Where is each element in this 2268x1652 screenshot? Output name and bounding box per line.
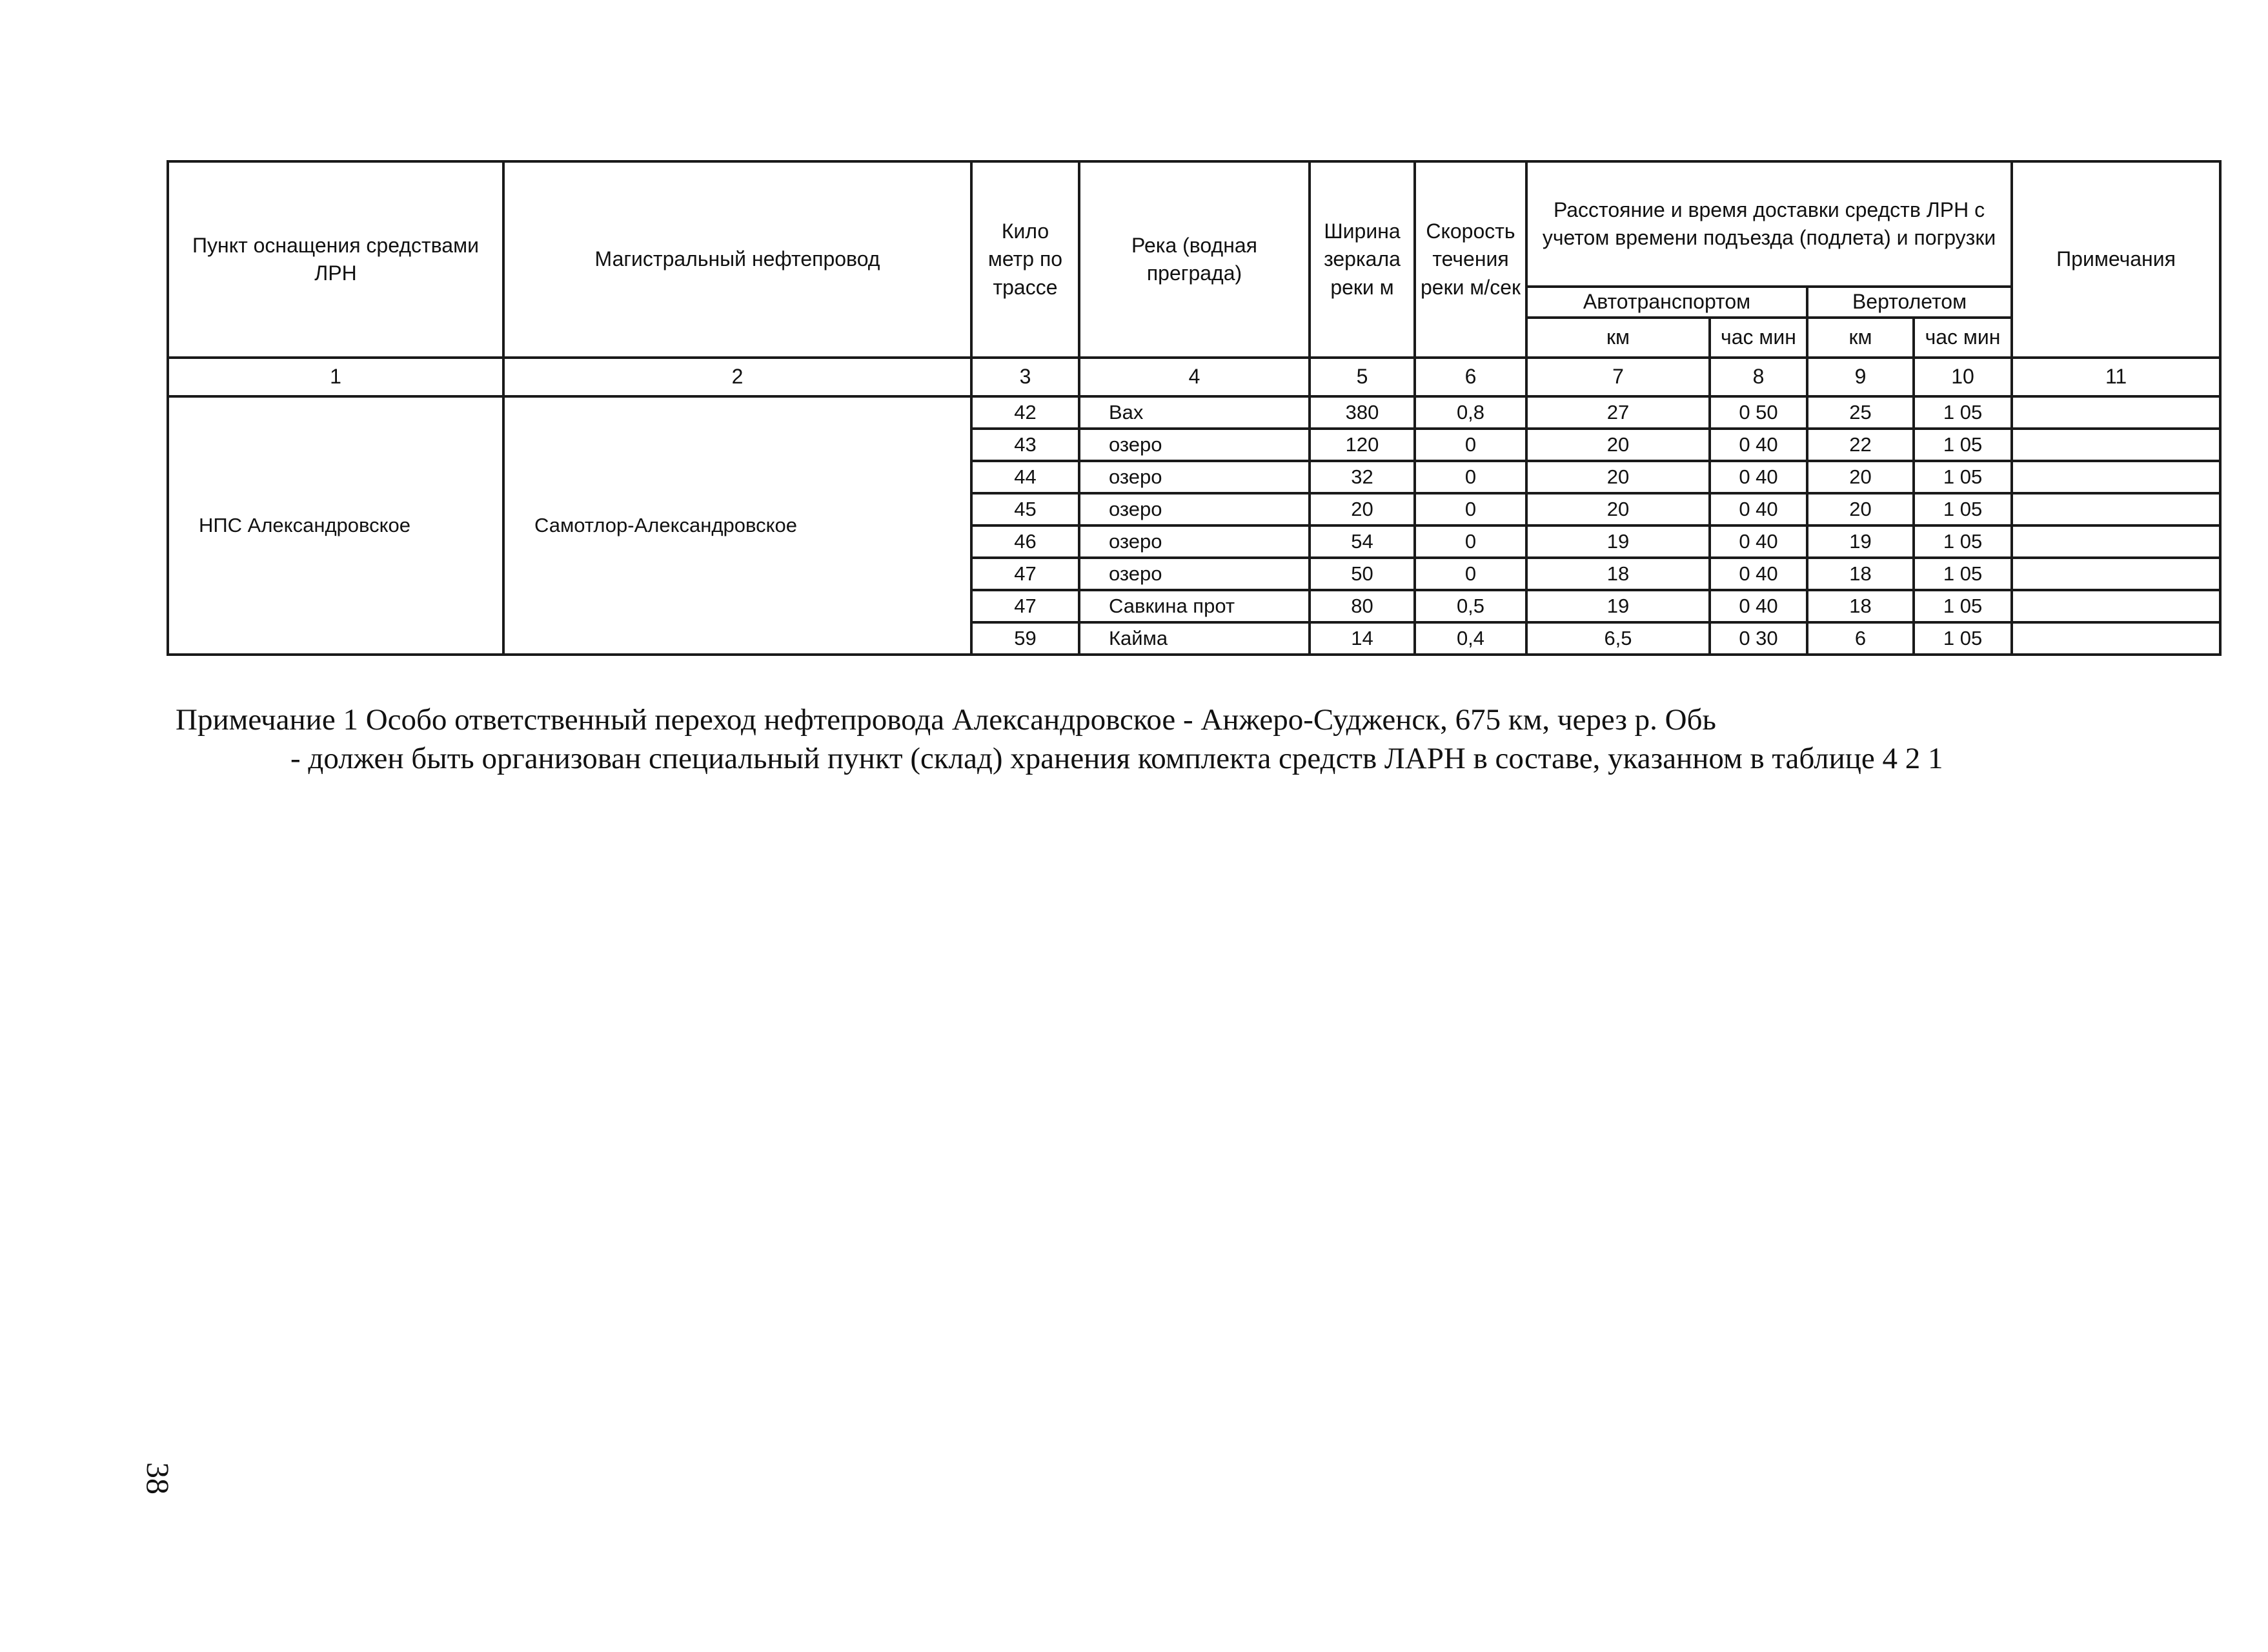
footnote-line-2: - должен быть организован специальный пункт (склад) хранения комплекта средств ЛАРН в составе, указанном в таблице 4 2 1 [290,742,1943,775]
speed-cell: 0 [1415,558,1526,590]
km-cell: 42 [971,396,1079,429]
auto-time-cell: 0 40 [1710,525,1807,558]
note-cell [2012,525,2220,558]
header-auto-time: час мин [1710,318,1807,358]
page-number: 38 [140,1462,176,1494]
auto-km-cell: 6,5 [1526,622,1710,655]
pipeline-cell: Самотлор-Александровское [503,396,971,655]
auto-time-cell: 0 30 [1710,622,1807,655]
auto-km-cell: 27 [1526,396,1710,429]
heli-time-cell: 1 05 [1914,590,2012,622]
km-cell: 47 [971,558,1079,590]
width-cell: 32 [1310,461,1415,493]
river-cell: озеро [1079,525,1310,558]
river-cell: озеро [1079,558,1310,590]
km-cell: 46 [971,525,1079,558]
width-cell: 380 [1310,396,1415,429]
river-cell: Савкина прот [1079,590,1310,622]
note-cell [2012,558,2220,590]
width-cell: 54 [1310,525,1415,558]
header-delivery-group: Расстояние и время доставки средств ЛРН с учетом времени подъезда (подлета) и погрузки [1526,161,2012,287]
column-number: 4 [1079,358,1310,396]
column-number: 6 [1415,358,1526,396]
heli-km-cell: 22 [1807,429,1914,461]
width-cell: 50 [1310,558,1415,590]
column-number: 7 [1526,358,1710,396]
auto-km-cell: 20 [1526,429,1710,461]
table-row [168,396,2220,429]
auto-time-cell: 0 40 [1710,429,1807,461]
river-cell: озеро [1079,493,1310,525]
heli-km-cell: 19 [1807,525,1914,558]
column-number: 8 [1710,358,1807,396]
header-notes: Примечания [2012,161,2220,358]
river-cell: озеро [1079,429,1310,461]
river-cell: Вах [1079,396,1310,429]
km-cell: 59 [971,622,1079,655]
note-cell [2012,429,2220,461]
heli-time-cell: 1 05 [1914,396,2012,429]
auto-time-cell: 0 40 [1710,493,1807,525]
header-row [168,161,2220,287]
auto-time-cell: 0 40 [1710,558,1807,590]
speed-cell: 0 [1415,461,1526,493]
width-cell: 14 [1310,622,1415,655]
header-auto-km: км [1526,318,1710,358]
note-cell [2012,461,2220,493]
heli-time-cell: 1 05 [1914,525,2012,558]
header-river: Река (водная преграда) [1079,161,1310,358]
auto-km-cell: 20 [1526,461,1710,493]
speed-cell: 0 [1415,525,1526,558]
auto-time-cell: 0 50 [1710,396,1807,429]
km-cell: 47 [971,590,1079,622]
auto-km-cell: 19 [1526,525,1710,558]
width-cell: 120 [1310,429,1415,461]
speed-cell: 0 [1415,493,1526,525]
header-heli-km: км [1807,318,1914,358]
header-heli: Вертолетом [1807,287,2012,318]
header-pipeline: Магистральный нефтепровод [503,161,971,358]
header-kilometer: Кило метр по трассе [971,161,1079,358]
heli-time-cell: 1 05 [1914,429,2012,461]
column-number: 1 [168,358,503,396]
speed-cell: 0,4 [1415,622,1526,655]
header-width: Ширина зеркала реки м [1310,161,1415,358]
km-cell: 43 [971,429,1079,461]
column-number-row [168,358,2220,396]
column-number: 11 [2012,358,2220,396]
auto-km-cell: 19 [1526,590,1710,622]
speed-cell: 0 [1415,429,1526,461]
heli-time-cell: 1 05 [1914,622,2012,655]
heli-time-cell: 1 05 [1914,558,2012,590]
header-auto: Автотранспортом [1526,287,1807,318]
note-cell [2012,590,2220,622]
station-cell: НПС Александровское [168,396,503,655]
speed-cell: 0,5 [1415,590,1526,622]
column-number: 9 [1807,358,1914,396]
auto-time-cell: 0 40 [1710,590,1807,622]
header-speed: Скорость течения реки м/сек [1415,161,1526,358]
note-cell [2012,622,2220,655]
heli-km-cell: 18 [1807,558,1914,590]
heli-km-cell: 25 [1807,396,1914,429]
heli-km-cell: 18 [1807,590,1914,622]
heli-time-cell: 1 05 [1914,493,2012,525]
river-cell: озеро [1079,461,1310,493]
column-number: 5 [1310,358,1415,396]
footnote-line-1: Примечание 1 Особо ответственный переход нефтепровода Александровское - Анжеро-Судженск, 675 км, через р. Обь [176,703,1716,737]
auto-km-cell: 18 [1526,558,1710,590]
heli-km-cell: 20 [1807,493,1914,525]
river-cell: Кайма [1079,622,1310,655]
note-cell [2012,396,2220,429]
width-cell: 80 [1310,590,1415,622]
heli-km-cell: 6 [1807,622,1914,655]
column-number: 10 [1914,358,2012,396]
header-station: Пункт оснащения средствами ЛРН [168,161,503,358]
column-number: 3 [971,358,1079,396]
heli-time-cell: 1 05 [1914,461,2012,493]
width-cell: 20 [1310,493,1415,525]
data-table [167,160,2222,656]
header-heli-time: час мин [1914,318,2012,358]
speed-cell: 0,8 [1415,396,1526,429]
auto-km-cell: 20 [1526,493,1710,525]
column-number: 2 [503,358,971,396]
note-cell [2012,493,2220,525]
km-cell: 44 [971,461,1079,493]
auto-time-cell: 0 40 [1710,461,1807,493]
km-cell: 45 [971,493,1079,525]
heli-km-cell: 20 [1807,461,1914,493]
